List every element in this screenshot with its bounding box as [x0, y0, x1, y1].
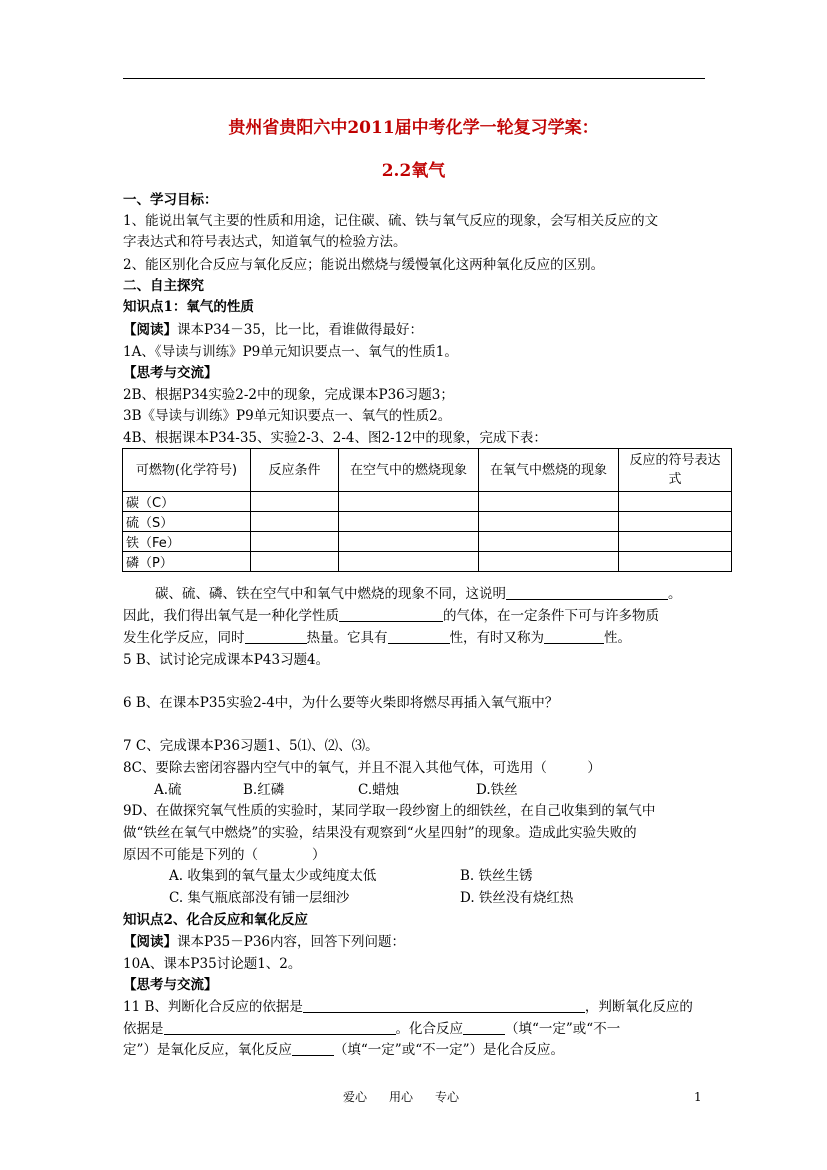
read-text: 课本P34－35，比一比，看谁做得最好：: [177, 322, 423, 338]
q9-option-c: C. 集气瓶底部没有铺一层细沙: [169, 890, 350, 906]
blank: [506, 585, 668, 600]
table-header: 反应的符号表达式: [619, 449, 732, 492]
question-3: 3B《导读与训练》P9单元知识要点一、氧气的性质2。: [123, 408, 452, 424]
question-1: 1A、《导读与训练》P9单元知识要点一、氧气的性质1。: [123, 344, 458, 360]
table-header: 在空气中的燃烧现象: [339, 449, 479, 492]
question-9-line3: 原因不可能是下列的（ ）: [123, 847, 326, 863]
row-label: 硫（S）: [123, 512, 251, 532]
row-label: 碳（C）: [123, 492, 251, 512]
footer-item: 专心: [435, 1090, 460, 1104]
table-header: 反应条件: [251, 449, 339, 492]
question-11-line3: 定”）是氧化反应，氧化反应 （填“一定”或“不一定”）是化合反应。: [123, 1042, 565, 1058]
blank: [463, 1020, 505, 1035]
table-header: 可燃物(化学符号): [123, 449, 251, 492]
question-4: 4B、根据课本P34-35、实验2-3、2-4、图2-12中的现象，完成下表：: [123, 430, 547, 446]
goal1-line1: 1、能说出氧气主要的性质和用途，记住碳、硫、铁与氧气反应的现象，会写相关反应的文: [123, 213, 659, 229]
q8-option-b: B.红磷: [243, 782, 285, 798]
question-11-line2: 依据是 。化合反应 （填“一定”或“不一: [123, 1021, 621, 1037]
q9-option-b: B. 铁丝生锈: [460, 868, 533, 884]
question-11-line1: 11 B、判断化合反应的依据是 ，判断氧化反应的: [123, 999, 693, 1015]
think-heading-2: 【思考与交流】: [123, 977, 218, 993]
think-heading-1: 【思考与交流】: [123, 365, 218, 381]
q8-option-c: C.蜡烛: [358, 782, 400, 798]
read2: [123, 932, 405, 952]
question-9-line1: 9D、在做探究氧气性质的实验时，某同学取一段纱窗上的细铁丝，在自己收集到的氧气中: [123, 803, 656, 819]
q8-option-d: D.铁丝: [476, 782, 518, 798]
blank: [388, 629, 450, 644]
row-label: 铁（Fe）: [123, 532, 251, 552]
kp2-heading: 知识点2、化合反应和氧化反应: [123, 912, 308, 928]
row-label: 磷（P）: [123, 552, 251, 572]
q9-option-a: A. 收集到的氧气量太少或纯度太低: [169, 868, 377, 884]
header-rule: [123, 78, 705, 79]
read-tag: 【阅读】: [123, 934, 177, 950]
blank: [292, 1041, 334, 1056]
question-8: 8C、要除去密闭容器内空气中的氧气，并且不混入其他气体，可选用（ ）: [123, 760, 601, 776]
table-row: [123, 492, 732, 512]
goal1-line2: 字表达式和符号表达式，知道氧气的检验方法。: [123, 234, 407, 250]
blank: [245, 629, 307, 644]
blank: [544, 629, 604, 644]
question-7: 7 C、完成课本P36习题1、5⑴、⑵、⑶。: [123, 738, 379, 754]
page-number: 1: [694, 1090, 702, 1104]
conclusion-line1: 碳、硫、磷、铁在空气中和氧气中燃烧的现象不同，这说明 。: [155, 586, 682, 602]
footer-item: 爱心: [343, 1090, 368, 1104]
blank: [164, 1020, 396, 1035]
table-header-row: [123, 449, 732, 492]
question-2: 2B、根据P34实验2-2中的现象，完成课本P36习题3；: [123, 387, 454, 403]
table-row: [123, 552, 732, 572]
kp1-heading: 知识点1：氧气的性质: [123, 299, 254, 315]
table-row: [123, 512, 732, 532]
combustion-table: [122, 448, 732, 572]
table-row: [123, 532, 732, 552]
footer-item: 用心: [389, 1090, 414, 1104]
conclusion-line3: 发生化学反应，同时 热量。它具有 性，有时又称为 性。: [123, 630, 631, 646]
question-6: 6 B、在课本P35实验2-4中，为什么要等火柴即将燃尽再插入氧气瓶中？: [123, 695, 559, 711]
doc-title: 贵州省贵阳六中2011届中考化学一轮复习学案：: [228, 118, 599, 138]
goal2: 2、能区别化合反应与氧化反应；能说出燃烧与缓慢氧化这两种氧化反应的区别。: [123, 257, 605, 273]
question-9-line2: 做“铁丝在氧气中燃烧”的实验，结果没有观察到“火星四射”的现象。造成此实验失败的: [123, 825, 637, 841]
read-tag: 【阅读】: [123, 322, 177, 338]
q9-option-d: D. 铁丝没有烧红热: [460, 890, 574, 906]
question-10: 10A、课本P35讨论题1、2。: [123, 956, 302, 972]
blank: [303, 998, 585, 1013]
section2-heading: 二、自主探究: [123, 278, 204, 294]
section1-heading: 一、学习目标：: [123, 192, 218, 208]
table-header: 在氧气中燃烧的现象: [479, 449, 619, 492]
q8-option-a: A.硫: [154, 782, 182, 798]
read1: [123, 320, 423, 340]
doc-subtitle: 2.2氧气: [381, 161, 446, 181]
conclusion-line2: 因此，我们得出氧气是一种化学性质 的气体，在一定条件下可与许多物质: [123, 608, 659, 624]
footer-motto: [343, 1088, 481, 1105]
question-5: 5 B、试讨论完成课本P43习题4。: [123, 652, 330, 668]
read-text: 课本P35－P36内容，回答下列问题：: [177, 934, 406, 950]
blank: [339, 607, 443, 622]
